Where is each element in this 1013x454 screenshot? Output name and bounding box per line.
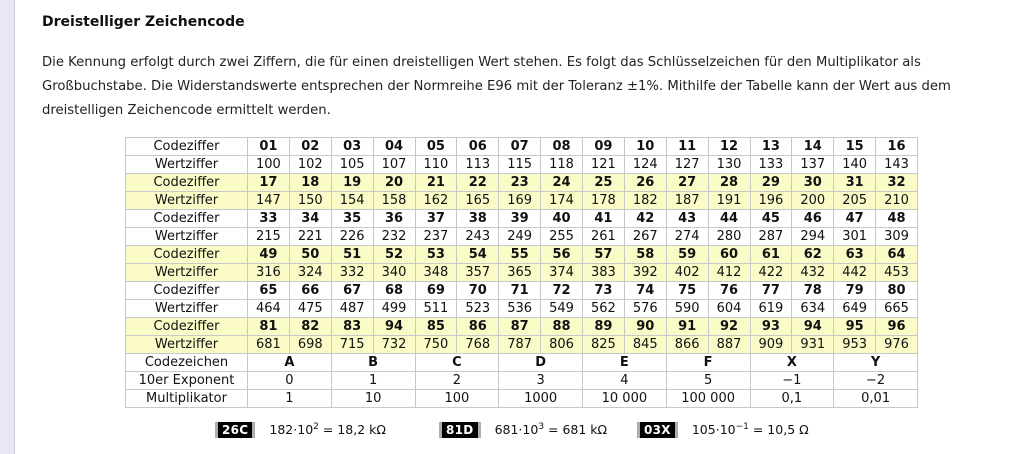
value-cell: 113 — [457, 156, 499, 174]
multiplier-row-label: Multiplikator — [126, 390, 248, 408]
code-cell: 01 — [248, 138, 290, 156]
code-cell: 78 — [792, 282, 834, 300]
code-cell: 67 — [331, 282, 373, 300]
value-cell: 127 — [666, 156, 708, 174]
code-row-label: Codeziffer — [126, 138, 248, 156]
example-formula — [495, 422, 608, 437]
code-cell: 32 — [876, 174, 918, 192]
multiplier-row-label: Codezeichen — [126, 354, 248, 372]
multiplier-cell: 4 — [583, 372, 667, 390]
value-cell: 115 — [499, 156, 541, 174]
code-cell: 72 — [541, 282, 583, 300]
multiplier-cell: 5 — [666, 372, 750, 390]
value-cell: 576 — [624, 300, 666, 318]
value-cell: 105 — [331, 156, 373, 174]
value-row-label: Wertziffer — [126, 192, 248, 210]
example-2 — [439, 419, 607, 441]
value-cell: 143 — [876, 156, 918, 174]
value-cell: 953 — [834, 336, 876, 354]
code-row — [126, 174, 918, 192]
code-cell: 73 — [583, 282, 625, 300]
code-cell: 49 — [248, 246, 290, 264]
code-cell: 02 — [289, 138, 331, 156]
multiplier-cell: F — [666, 354, 750, 372]
value-cell: 178 — [583, 192, 625, 210]
code-cell: 75 — [666, 282, 708, 300]
value-cell: 215 — [248, 228, 290, 246]
value-cell: 196 — [750, 192, 792, 210]
code-cell: 85 — [415, 318, 457, 336]
value-cell: 475 — [289, 300, 331, 318]
code-cell: 11 — [666, 138, 708, 156]
code-cell: 48 — [876, 210, 918, 228]
value-cell: 845 — [624, 336, 666, 354]
value-cell: 332 — [331, 264, 373, 282]
code-row — [126, 246, 918, 264]
multiplier-cell: 3 — [499, 372, 583, 390]
code-cell: 86 — [457, 318, 499, 336]
value-cell: 147 — [248, 192, 290, 210]
value-cell: 931 — [792, 336, 834, 354]
code-cell: 64 — [876, 246, 918, 264]
code-cell: 65 — [248, 282, 290, 300]
value-cell: 715 — [331, 336, 373, 354]
value-cell: 464 — [248, 300, 290, 318]
value-cell: 187 — [666, 192, 708, 210]
code-cell: 95 — [834, 318, 876, 336]
value-cell: 750 — [415, 336, 457, 354]
code-cell: 21 — [415, 174, 457, 192]
code-cell: 54 — [457, 246, 499, 264]
multiplier-cell: 0,1 — [750, 390, 834, 408]
value-cell: 255 — [541, 228, 583, 246]
value-cell: 732 — [373, 336, 415, 354]
value-cell: 237 — [415, 228, 457, 246]
code-cell: 31 — [834, 174, 876, 192]
formula-mantissa: 182·10 — [269, 422, 314, 438]
value-cell: 442 — [834, 264, 876, 282]
code-cell: 68 — [373, 282, 415, 300]
value-cell: 165 — [457, 192, 499, 210]
code-cell: 16 — [876, 138, 918, 156]
value-row — [126, 228, 918, 246]
value-row — [126, 156, 918, 174]
code-cell: 22 — [457, 174, 499, 192]
multiplier-cell: B — [331, 354, 415, 372]
multiplier-cell: Y — [834, 354, 918, 372]
multiplier-cell: 1 — [248, 390, 332, 408]
code-cell: 63 — [834, 246, 876, 264]
code-cell: 71 — [499, 282, 541, 300]
code-row-label: Codeziffer — [126, 282, 248, 300]
code-cell: 56 — [541, 246, 583, 264]
value-cell: 169 — [499, 192, 541, 210]
code-row-label: Codeziffer — [126, 174, 248, 192]
value-cell: 976 — [876, 336, 918, 354]
content-page — [14, 0, 1013, 454]
value-cell: 140 — [834, 156, 876, 174]
code-cell: 77 — [750, 282, 792, 300]
value-cell: 562 — [583, 300, 625, 318]
multiplier-cell: D — [499, 354, 583, 372]
code-cell: 94 — [792, 318, 834, 336]
value-row — [126, 192, 918, 210]
value-cell: 107 — [373, 156, 415, 174]
value-cell: 309 — [876, 228, 918, 246]
code-cell: 15 — [834, 138, 876, 156]
value-row-label: Wertziffer — [126, 336, 248, 354]
value-cell: 280 — [708, 228, 750, 246]
code-cell: 96 — [876, 318, 918, 336]
code-cell: 83 — [331, 318, 373, 336]
code-cell: 40 — [541, 210, 583, 228]
value-cell: 825 — [583, 336, 625, 354]
code-cell: 80 — [876, 282, 918, 300]
code-cell: 06 — [457, 138, 499, 156]
value-cell: 619 — [750, 300, 792, 318]
smd-resistor-icon — [637, 422, 678, 438]
value-cell: 191 — [708, 192, 750, 210]
code-cell: 14 — [792, 138, 834, 156]
value-cell: 768 — [457, 336, 499, 354]
code-cell: 30 — [792, 174, 834, 192]
value-cell: 261 — [583, 228, 625, 246]
value-cell: 453 — [876, 264, 918, 282]
value-cell: 154 — [331, 192, 373, 210]
value-cell: 487 — [331, 300, 373, 318]
example-1 — [215, 419, 386, 441]
code-row — [126, 282, 918, 300]
code-cell: 28 — [708, 174, 750, 192]
value-cell: 536 — [499, 300, 541, 318]
code-cell: 88 — [541, 318, 583, 336]
code-cell: 70 — [457, 282, 499, 300]
formula-exponent: 3 — [538, 422, 545, 433]
example-row — [215, 419, 855, 441]
description-paragraph: Die Kennung erfolgt durch zwei Ziffern, die für einen dreistelligen Wert stehen. Es folgt das Schlüsselzeichen für den Multiplikator als Großbuchstabe. Die Widerstandswerte entsprechen der Normreihe E96 mit der Toleranz ±1%. Mithilfe der Tabelle kann der Wert aus dem dreistelligen Zeichencode ermittelt werden. — [42, 55, 951, 118]
formula-result: = 10,5 Ω — [748, 422, 809, 438]
code-cell: 62 — [792, 246, 834, 264]
code-cell: 42 — [624, 210, 666, 228]
code-cell: 52 — [373, 246, 415, 264]
formula-result: = 681 kΩ — [544, 422, 608, 438]
value-row — [126, 300, 918, 318]
multiplier-cell: C — [415, 354, 499, 372]
code-cell: 07 — [499, 138, 541, 156]
code-cell: 37 — [415, 210, 457, 228]
code-cell: 35 — [331, 210, 373, 228]
multiplier-row — [126, 354, 918, 372]
code-cell: 61 — [750, 246, 792, 264]
value-cell: 866 — [666, 336, 708, 354]
code-cell: 05 — [415, 138, 457, 156]
value-cell: 432 — [792, 264, 834, 282]
code-cell: 94 — [373, 318, 415, 336]
code-cell: 57 — [583, 246, 625, 264]
value-cell: 698 — [289, 336, 331, 354]
code-cell: 45 — [750, 210, 792, 228]
code-cell: 25 — [583, 174, 625, 192]
value-cell: 402 — [666, 264, 708, 282]
value-cell: 294 — [792, 228, 834, 246]
multiplier-cell: E — [583, 354, 667, 372]
multiplier-row-label: 10er Exponent — [126, 372, 248, 390]
section-heading: Dreistelliger Zeichencode — [42, 14, 245, 30]
multiplier-cell: 0,01 — [834, 390, 918, 408]
value-cell: 100 — [248, 156, 290, 174]
multiplier-row — [126, 390, 918, 408]
value-cell: 150 — [289, 192, 331, 210]
value-cell: 200 — [792, 192, 834, 210]
code-cell: 58 — [624, 246, 666, 264]
value-cell: 121 — [583, 156, 625, 174]
code-cell: 24 — [541, 174, 583, 192]
value-cell: 383 — [583, 264, 625, 282]
multiplier-cell: 100 — [415, 390, 499, 408]
value-cell: 523 — [457, 300, 499, 318]
code-cell: 23 — [499, 174, 541, 192]
value-cell: 226 — [331, 228, 373, 246]
example-code: 03X — [640, 422, 675, 438]
code-cell: 91 — [666, 318, 708, 336]
code-row — [126, 318, 918, 336]
value-cell: 221 — [289, 228, 331, 246]
value-cell: 174 — [541, 192, 583, 210]
multiplier-cell: −1 — [750, 372, 834, 390]
code-cell: 13 — [750, 138, 792, 156]
code-cell: 47 — [834, 210, 876, 228]
value-cell: 499 — [373, 300, 415, 318]
code-cell: 82 — [289, 318, 331, 336]
code-cell: 39 — [499, 210, 541, 228]
value-cell: 274 — [666, 228, 708, 246]
value-cell: 162 — [415, 192, 457, 210]
value-cell: 348 — [415, 264, 457, 282]
value-cell: 267 — [624, 228, 666, 246]
code-cell: 04 — [373, 138, 415, 156]
value-cell: 243 — [457, 228, 499, 246]
value-row-label: Wertziffer — [126, 300, 248, 318]
value-row-label: Wertziffer — [126, 156, 248, 174]
multiplier-cell: 10 000 — [583, 390, 667, 408]
value-cell: 133 — [750, 156, 792, 174]
value-cell: 102 — [289, 156, 331, 174]
code-cell: 92 — [708, 318, 750, 336]
value-cell: 301 — [834, 228, 876, 246]
formula-result: = 18,2 kΩ — [318, 422, 386, 438]
code-row-label: Codeziffer — [126, 318, 248, 336]
value-cell: 887 — [708, 336, 750, 354]
value-cell: 340 — [373, 264, 415, 282]
value-cell: 374 — [541, 264, 583, 282]
value-cell: 422 — [750, 264, 792, 282]
multiplier-cell: A — [248, 354, 332, 372]
code-cell: 51 — [331, 246, 373, 264]
example-formula — [692, 422, 809, 437]
multiplier-row — [126, 372, 918, 390]
code-cell: 81 — [248, 318, 290, 336]
multiplier-cell: 1 — [331, 372, 415, 390]
code-cell: 20 — [373, 174, 415, 192]
multiplier-cell: 100 000 — [666, 390, 750, 408]
multiplier-cell: X — [750, 354, 834, 372]
formula-exponent: 2 — [313, 422, 319, 433]
multiplier-cell: 10 — [331, 390, 415, 408]
code-cell: 89 — [583, 318, 625, 336]
formula-mantissa: 105·10 — [691, 422, 736, 438]
value-cell: 324 — [289, 264, 331, 282]
code-row — [126, 210, 918, 228]
value-cell: 787 — [499, 336, 541, 354]
code-cell: 46 — [792, 210, 834, 228]
code-cell: 17 — [248, 174, 290, 192]
code-cell: 36 — [373, 210, 415, 228]
code-cell: 34 — [289, 210, 331, 228]
value-cell: 249 — [499, 228, 541, 246]
value-cell: 182 — [624, 192, 666, 210]
code-cell: 43 — [666, 210, 708, 228]
value-cell: 365 — [499, 264, 541, 282]
code-cell: 60 — [708, 246, 750, 264]
value-cell: 681 — [248, 336, 290, 354]
code-cell: 33 — [248, 210, 290, 228]
code-cell: 27 — [666, 174, 708, 192]
smd-resistor-icon — [215, 422, 255, 438]
code-cell: 03 — [331, 138, 373, 156]
value-cell: 357 — [457, 264, 499, 282]
code-cell: 69 — [415, 282, 457, 300]
code-cell: 29 — [750, 174, 792, 192]
code-cell: 90 — [624, 318, 666, 336]
formula-mantissa: 681·10 — [494, 422, 539, 438]
value-row-label: Wertziffer — [126, 264, 248, 282]
multiplier-cell: −2 — [834, 372, 918, 390]
code-cell: 09 — [583, 138, 625, 156]
value-cell: 590 — [666, 300, 708, 318]
code-cell: 59 — [666, 246, 708, 264]
example-formula — [269, 422, 386, 437]
value-cell: 205 — [834, 192, 876, 210]
code-cell: 44 — [708, 210, 750, 228]
value-cell: 806 — [541, 336, 583, 354]
code-table — [125, 137, 918, 408]
value-cell: 210 — [876, 192, 918, 210]
value-cell: 118 — [541, 156, 583, 174]
multiplier-cell: 2 — [415, 372, 499, 390]
code-cell: 19 — [331, 174, 373, 192]
value-cell: 130 — [708, 156, 750, 174]
value-cell: 909 — [750, 336, 792, 354]
code-row-label: Codeziffer — [126, 246, 248, 264]
code-cell: 79 — [834, 282, 876, 300]
code-cell: 53 — [415, 246, 457, 264]
value-cell: 665 — [876, 300, 918, 318]
code-cell: 26 — [624, 174, 666, 192]
value-cell: 137 — [792, 156, 834, 174]
value-cell: 511 — [415, 300, 457, 318]
formula-exponent: −1 — [735, 422, 749, 433]
code-cell: 66 — [289, 282, 331, 300]
multiplier-cell: 1000 — [499, 390, 583, 408]
value-cell: 124 — [624, 156, 666, 174]
code-cell: 10 — [624, 138, 666, 156]
value-cell: 232 — [373, 228, 415, 246]
code-cell: 93 — [750, 318, 792, 336]
value-cell: 634 — [792, 300, 834, 318]
value-cell: 287 — [750, 228, 792, 246]
code-row — [126, 138, 918, 156]
value-cell: 649 — [834, 300, 876, 318]
code-row-label: Codeziffer — [126, 210, 248, 228]
code-cell: 08 — [541, 138, 583, 156]
code-cell: 38 — [457, 210, 499, 228]
code-cell: 50 — [289, 246, 331, 264]
code-cell: 12 — [708, 138, 750, 156]
multiplier-cell: 0 — [248, 372, 332, 390]
value-cell: 316 — [248, 264, 290, 282]
value-cell: 392 — [624, 264, 666, 282]
code-cell: 74 — [624, 282, 666, 300]
example-3 — [637, 419, 809, 441]
code-cell: 18 — [289, 174, 331, 192]
smd-resistor-icon — [439, 422, 481, 438]
code-cell: 55 — [499, 246, 541, 264]
value-row — [126, 336, 918, 354]
example-code: 26C — [218, 422, 252, 438]
value-cell: 549 — [541, 300, 583, 318]
code-cell: 87 — [499, 318, 541, 336]
value-row-label: Wertziffer — [126, 228, 248, 246]
value-row — [126, 264, 918, 282]
code-cell: 41 — [583, 210, 625, 228]
value-cell: 604 — [708, 300, 750, 318]
example-code: 81D — [442, 422, 478, 438]
value-cell: 110 — [415, 156, 457, 174]
value-cell: 158 — [373, 192, 415, 210]
code-cell: 76 — [708, 282, 750, 300]
value-cell: 412 — [708, 264, 750, 282]
